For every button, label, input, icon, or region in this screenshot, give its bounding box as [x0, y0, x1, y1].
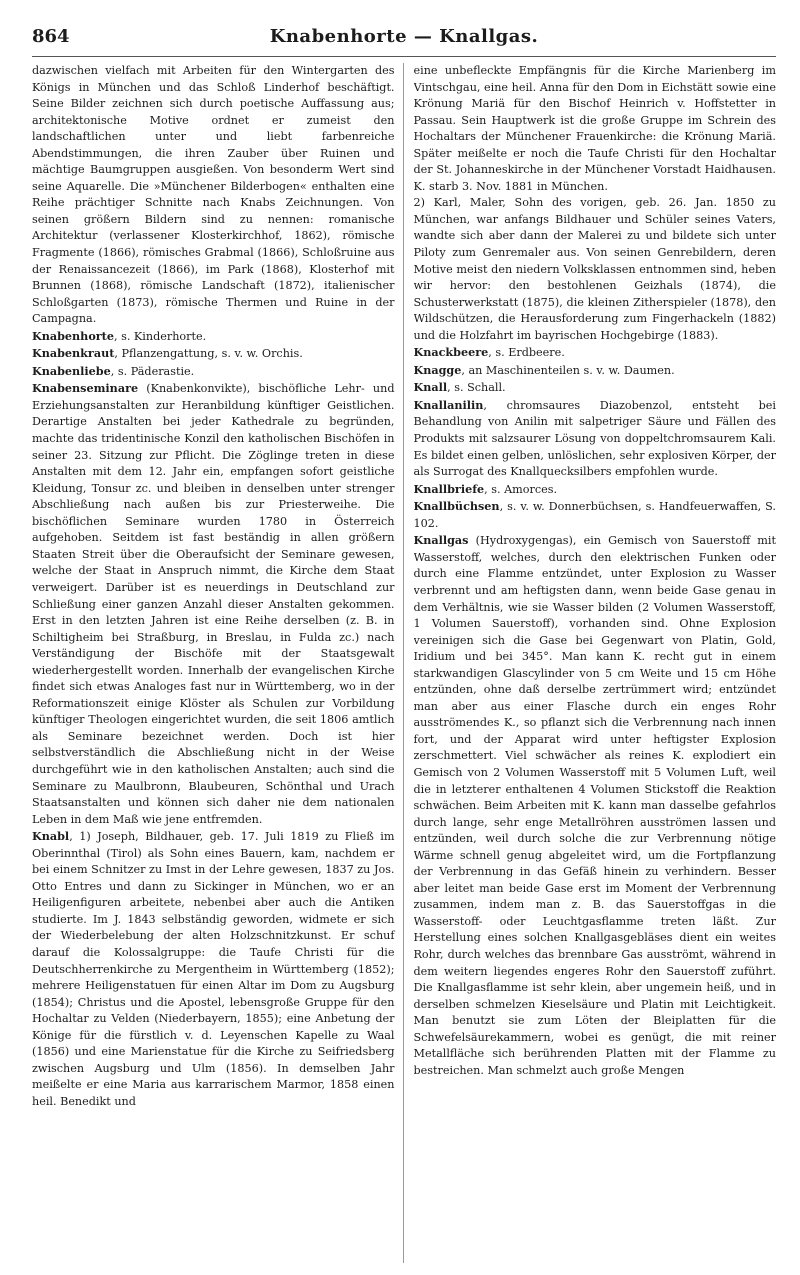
- dictionary-entry: [32, 63, 395, 328]
- entry-text: , s. v. w. Donnerbüchsen, s. Handfeuerwaffen, S. 102.: [413, 500, 776, 530]
- entry-headword: Knallanilin: [413, 397, 484, 412]
- entry-text: eine unbefleckte Empfängnis für die Kirche Marienberg im Vintschgau, eine heil. Anna für den Dom in Eichstätt sowie eine Krönung Mariä für den Bischof Heinrich v. Hoffstetter in Passau. Sein Hauptwerk ist die große Gruppe im Schrein des Hochaltars der Münchener Frauenkirche: die Krönung Mariä. Später meißelte er noch die Taufe Christi für den Hochaltar der St. Johanneskirche in der Münchener Vorstadt Haidhausen. K. starb 3. Nov. 1881 in München.: [413, 64, 776, 193]
- entry-text: dazwischen vielfach mit Arbeiten für den Wintergarten des Königs in München und das Schloß Linderhof beschäftigt. Seine Bilder zeichnen sich durch poetische Auffassung aus; architektonische Motive ordnet er zumeist den landschaftlichen unter und liebt farbenreiche Abendstimmungen, die ihren Zauber über Ruinen und mächtige Baumgruppen ausgießen. Von besonderm Wert sind seine Aquarelle. Die »Münchener Bilderbogen« enthalten eine Reihe prächtiger Schnitte nach Knabs Zeichnungen. Von seinen größern Bildern sind zu nennen: romanische Architektur (verlassener Klosterkirchhof, 1862), römische Fragmente (1866), römisches Grabmal (1866), Schloßruine aus der Renaissancezeit (1866), im Park (1868), Klosterhof mit Brunnen (1868), römische Landschaft (1872), italienischer Schloßgarten (1873), römische Thermen und Ruine in der Campagna.: [32, 64, 395, 326]
- right-column: [414, 63, 777, 1263]
- dictionary-entry: [414, 379, 777, 397]
- entry-headword: Knallbüchsen: [413, 499, 500, 514]
- running-head: Knabenhorte — Knallgas.: [269, 26, 539, 47]
- dictionary-entry: [414, 481, 777, 499]
- dictionary-entry: [32, 328, 395, 346]
- entry-text: (Knabenkonvikte), bischöfliche Lehr- und Erziehungsanstalten zur Heranbildung künftiger Geistlichen. Derartige Anstalten bei jeder Kathedrale zu begründen, machte das tridentinische Konzil den katholischen Bischöfen in seiner 23. Sitzung zur Pflicht. Die Zöglinge treten in diese Anstalten mit dem 12. Jahr ein, empfangen sofort geistliche Kleidung, Tonsur zc. und bleiben in denselben unter strenger Abschließung nach außen bis zur Priesterweihe. Die bischöflichen Seminare wurden 1780 in Österreich aufgehoben. Seitdem ist fast beständig in allen größern Staaten Streit über die Oberaufsicht der Seminare gewesen, welche der Staat in Anspruch nimmt, die Kirche dem Staat verweigert. Darüber ist es neuerdings in Deutschland zur Schließung einer ganzen Anzahl dieser Anstalten gekommen. Erst in den letzten Jahren ist eine Reihe derselben (z. B. in Schiltigheim bei Straßburg, in Breslau, in Fulda zc.) nach Verständigung der Bischöfe mit der Staatsgewalt wiederhergestellt worden. Innerhalb der evangelischen Kirche findet sich etwas Analoges fast nur in Württemberg, wo in der Reformationszeit einige Klöster als Schulen zur Vorbildung künftiger Theologen eingerichtet wurden, die seit 1806 amtlich als Seminare bezeichnet werden. Doch ist hier selbstverständlich die Abschließung nicht in der Weise durchgeführt wie in den katholischen Anstalten; auch sind die Seminare zu Maulbronn, Blaubeuren, Schönthal und Urach Staatsanstalten und können sich daher nie dem nationalen Leben in dem Maß wie jene entfremden.: [32, 382, 395, 826]
- page-header: [32, 26, 776, 57]
- entry-text: 2) Karl, Maler, Sohn des vorigen, geb. 26. Jan. 1850 zu München, war anfangs Bildhauer und Schüler seines Vaters, wandte sich aber dann der Malerei zu und bildete sich unter Piloty zum Genremaler aus. Von seinen Genrebildern, deren Motive meist den niedern Volksklassen entnommen sind, heben wir hervor: den bestohlenen Geizhals (1874), die Schusterwerkstatt (1875), die kleinen Zitherspieler (1878), den Wildschützen, die Herausforderung zum Fingerhackeln (1882) und die Holzfahrt im bayrischen Hochgebirge (1883).: [413, 196, 776, 342]
- dictionary-entry: [32, 828, 395, 1110]
- entry-headword: Knackbeere: [413, 345, 489, 360]
- dictionary-entry: [32, 380, 395, 828]
- entry-headword: Knagge: [413, 362, 462, 377]
- entry-headword: Knallbriefe: [413, 481, 485, 496]
- dictionary-entry: [414, 498, 777, 532]
- entry-headword: Knall: [413, 380, 448, 395]
- entry-headword: Knabl: [32, 829, 70, 844]
- entry-text: , chromsaures Diazobenzol, entsteht bei Behandlung von Anilin mit salpetriger Säure und Fällen des Produkts mit salzsaurer Lösung von doppeltchromsaurem Kali. Es bildet einen gelben, unlöslichen, sehr explosiven Körper, der als Surrogat des Knallquecksilbers empfohlen wurde.: [413, 398, 776, 479]
- dictionary-entry: [32, 345, 395, 363]
- entry-text: , s. Erdbeere.: [488, 346, 565, 360]
- text-columns: [32, 63, 776, 1263]
- dictionary-entry: [414, 344, 777, 362]
- entry-text: , s. Schall.: [447, 381, 506, 395]
- entry-headword: Knabenkraut: [32, 346, 115, 361]
- entry-headword: Knabenhorte: [32, 328, 114, 343]
- entry-headword: Knallgas: [413, 533, 469, 548]
- entry-text: (Hydroxygengas), ein Gemisch von Sauerstoff mit Wasserstoff, welches, durch den elektrischen Funken oder durch eine Flamme entzündet, unter Explosion zu Wasser verbrennt und am heftigsten dann, wenn beide Gase genau in dem Verhältnis, wie sie Wasser bilden (2 Volumen Wasserstoff, 1 Volumen Sauerstoff), vorhanden sind. Ohne Explosion vereinigen sich die Gase bei Gegenwart von Platin, Gold, Iridium und bei 345°. Man kann K. recht gut in einem starkwandigen Glascylinder von 5 cm Weite und 15 cm Höhe entzünden, ohne daß derselbe zertrümmert wird; entzündet man aber aus einer Flasche durch ein enges Rohr ausströmendes K., so pflanzt sich die Verbrennung nach innen fort, und der Apparat wird unter heftigster Explosion zerschmettert. Viel schwächer als reines K. explodiert ein Gemisch von 2 Volumen Wasserstoff mit 5 Volumen Luft, weil die in letzterer enthaltenen 4 Volumen Stickstoff die Reaktion schwächen. Beim Arbeiten mit K. kann man dasselbe gefahrlos durch lange, sehr enge Metallröhren ausströmen lassen und entzünden, weil durch solche die zur Verbrennung nötige Wärme schnell genug abgeleitet wird, um die Fortpflanzung der Verbrennung in das Gefäß hinein zu verhindern. Besser aber leitet man beide Gase erst im Moment der Verbrennung zusammen, indem man z. B. das Sauerstoffgas in die Wasserstoff- oder Leuchtgasflamme treten läßt. Zur Herstellung eines solchen Knallgasgebläses dient ein weites Rohr, durch welches das brennbare Gas ausströmt, während in dem weitern liegendes engeres Rohr den Sauerstoff zuführt. Die Knallgasflamme ist sehr klein, aber ungemein heiß, und in derselben schmelzen Kieselsäure und Platin mit Leichtigkeit. Man benutzt sie zum Löten der Bleiplatten für die Schwefelsäurekammern, wobei es genügt, die mit reiner Metallfläche sich berührenden Platten mit der Flamme zu bestreichen. Man schmelzt auch große Mengen: [413, 534, 776, 1077]
- entry-text: , 1) Joseph, Bildhauer, geb. 17. Juli 1819 zu Fließ im Oberinnthal (Tirol) als Sohn eines Bauern, kam, nachdem er bei einem Schnitzer zu Imst in der Lehre gewesen, 1837 zu Jos. Otto Entres und dann zu Sickinger in München, wo er an Heiligenfiguren arbeitete, nebenbei aber auch die Antiken studierte. Im J. 1843 selbständig geworden, widmete er sich der Wiederbelebung der alten Holzschnitzkunst. Er schuf darauf die Kolossalgruppe: die Taufe Christi für die Deutschherrenkirche zu Mergentheim in Württemberg (1852); mehrere Heiligenstatuen für einen Altar im Dom zu Augsburg (1854); Christus und die Apostel, lebensgroße Gruppe für den Hochaltar zu Velden (Niederbayern, 1855); eine Anbetung der Könige für die fürstlich v. d. Leyenschen Kapelle zu Waal (1856) und eine Marienstatue für die Kirche zu Seifriedsberg zwischen Augsburg und Ulm (1856). In demselben Jahr meißelte er eine Maria aus karrarischem Marmor, 1858 einen heil. Benedikt und: [32, 830, 395, 1108]
- entry-headword: Knabenseminare: [32, 381, 139, 396]
- entry-text: , s. Kinderhorte.: [113, 329, 207, 343]
- dictionary-entry: [414, 362, 777, 380]
- dictionary-entry: [414, 397, 777, 481]
- entry-text: , s. Amorces.: [484, 482, 558, 496]
- page-number: 864: [32, 26, 70, 47]
- entry-text: , Pflanzengattung, s. v. w. Orchis.: [114, 347, 303, 361]
- entry-headword: Knabenliebe: [32, 363, 111, 378]
- entry-text: , s. Päderastie.: [110, 364, 195, 378]
- dictionary-entry: [414, 532, 777, 1079]
- dictionary-entry: [414, 63, 777, 195]
- dictionary-entry: [414, 195, 777, 344]
- left-column: [32, 63, 404, 1263]
- dictionary-entry: [32, 363, 395, 381]
- entry-text: , an Maschinenteilen s. v. w. Daumen.: [461, 363, 675, 377]
